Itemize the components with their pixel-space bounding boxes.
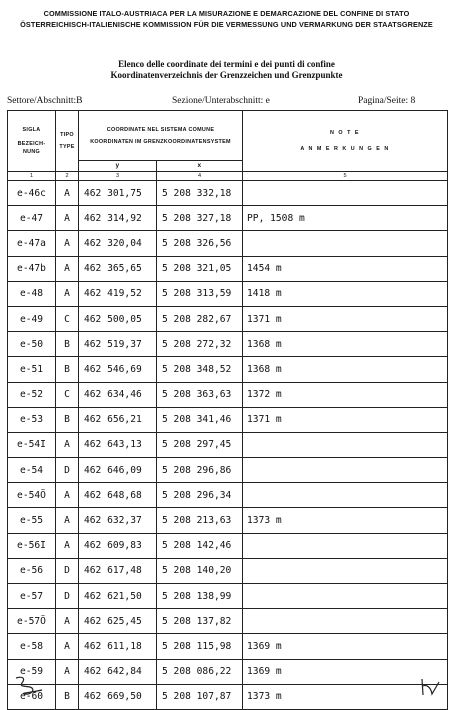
note-label: N O T E: [330, 130, 360, 136]
note-cell: [243, 231, 448, 256]
handwritten-initial-left: [12, 674, 48, 698]
bezeichnung-label-cont: NUNG: [22, 149, 41, 155]
x-coordinate-cell: 5 208 313,59: [157, 281, 243, 306]
x-coordinate-cell: 5 208 341,46: [157, 407, 243, 432]
table-row: [8, 281, 448, 306]
x-coordinate-cell: 5 208 138,99: [157, 584, 243, 609]
table-row: [8, 382, 448, 407]
point-type-cell: D: [56, 458, 79, 483]
y-coordinate-cell: 462 632,37: [79, 508, 157, 533]
table-row: [8, 483, 448, 508]
commission-title-italian: COMMISSIONE ITALO-AUSTRIACA PER LA MISURAZIONE E DEMARCAZIONE DEL CONFINE DI STATO: [43, 9, 410, 18]
table-row: [8, 306, 448, 331]
note-cell: 1454 m: [243, 256, 448, 281]
note-cell: [243, 533, 448, 558]
point-type-cell: A: [56, 659, 79, 684]
table-row: [8, 206, 448, 231]
column-header-notes: [243, 111, 448, 172]
note-cell: 1371 m: [243, 306, 448, 331]
point-id-cell: e-56: [8, 558, 56, 583]
point-id-cell: e-49: [8, 306, 56, 331]
note-cell: [243, 558, 448, 583]
y-coordinate-cell: 462 500,05: [79, 306, 157, 331]
y-coordinate-cell: 462 634,46: [79, 382, 157, 407]
x-coordinate-cell: 5 208 297,45: [157, 432, 243, 457]
y-coordinate-cell: 462 546,69: [79, 357, 157, 382]
x-coordinate-cell: 5 208 363,63: [157, 382, 243, 407]
point-id-cell: e-55: [8, 508, 56, 533]
y-coordinate-cell: 462 314,92: [79, 206, 157, 231]
x-coordinate-cell: 5 208 296,86: [157, 458, 243, 483]
note-cell: PP, 1508 m: [243, 206, 448, 231]
column-number-1: 1: [8, 172, 56, 181]
note-cell: 1371 m: [243, 407, 448, 432]
point-id-cell: e-47a: [8, 231, 56, 256]
y-coordinate-cell: 462 611,18: [79, 634, 157, 659]
point-id-cell: e-57: [8, 584, 56, 609]
x-coordinate-cell: 5 208 272,32: [157, 332, 243, 357]
table-row: [8, 256, 448, 281]
x-coordinate-cell: 5 208 140,20: [157, 558, 243, 583]
point-id-cell: e-50: [8, 332, 56, 357]
y-axis-header: y: [79, 161, 157, 172]
document-subtitle-german: Koordinatenverzeichnis der Grenzzeichen und Grenzpunkte: [110, 70, 343, 80]
document-subtitle-italian: Elenco delle coordinate dei termini e dei punti di confine: [118, 59, 335, 69]
point-id-cell: e-53: [8, 407, 56, 432]
bezeichnung-label: BEZEICH-: [17, 141, 46, 147]
y-coordinate-cell: 462 648,68: [79, 483, 157, 508]
note-cell: 1372 m: [243, 382, 448, 407]
y-coordinate-cell: 462 617,48: [79, 558, 157, 583]
point-id-cell: e-47b: [8, 256, 56, 281]
point-type-cell: A: [56, 281, 79, 306]
point-type-cell: A: [56, 508, 79, 533]
x-coordinate-cell: 5 208 086,22: [157, 659, 243, 684]
x-coordinate-cell: 5 208 115,98: [157, 634, 243, 659]
point-id-cell: e-47: [8, 206, 56, 231]
table-row: [8, 407, 448, 432]
table-row: [8, 181, 448, 206]
table-row: [8, 584, 448, 609]
point-type-cell: B: [56, 407, 79, 432]
tipo-label: TIPO: [60, 132, 74, 138]
sector-label: Settore/Abschnitt:B: [7, 96, 83, 106]
column-header-tipo: [56, 111, 79, 172]
note-cell: [243, 181, 448, 206]
point-id-cell: e-48: [8, 281, 56, 306]
point-id-cell: e-58: [8, 634, 56, 659]
table-row: [8, 684, 448, 709]
point-id-cell: e-54: [8, 458, 56, 483]
y-coordinate-cell: 462 643,13: [79, 432, 157, 457]
page-number: Pagina/Seite: 8: [358, 96, 416, 106]
subsection-label: Sezione/Unterabschnitt: e: [172, 96, 270, 106]
point-type-cell: A: [56, 634, 79, 659]
x-coordinate-cell: 5 208 137,82: [157, 609, 243, 634]
y-coordinate-cell: 462 646,09: [79, 458, 157, 483]
point-type-cell: B: [56, 357, 79, 382]
x-coordinate-cell: 5 208 282,67: [157, 306, 243, 331]
column-number-5: 5: [243, 172, 448, 181]
point-type-cell: A: [56, 181, 79, 206]
y-coordinate-cell: 462 656,21: [79, 407, 157, 432]
y-coordinate-cell: 462 365,65: [79, 256, 157, 281]
sigla-label: SIGLA: [22, 127, 41, 133]
y-coordinate-cell: 462 625,45: [79, 609, 157, 634]
handwritten-initial-right: [417, 676, 447, 698]
table-row: [8, 231, 448, 256]
y-coordinate-cell: 462 669,50: [79, 684, 157, 709]
table-row: [8, 332, 448, 357]
y-coordinate-cell: 462 320,04: [79, 231, 157, 256]
note-cell: [243, 609, 448, 634]
x-coordinate-cell: 5 208 213,63: [157, 508, 243, 533]
point-type-cell: A: [56, 533, 79, 558]
table-row: [8, 458, 448, 483]
anmerkungen-label: A N M E R K U N G E N: [300, 146, 390, 152]
table-row: [8, 432, 448, 457]
y-coordinate-cell: 462 642,84: [79, 659, 157, 684]
note-cell: [243, 584, 448, 609]
point-type-cell: A: [56, 483, 79, 508]
note-cell: [243, 458, 448, 483]
commission-title-german: ÖSTERREICHISCH-ITALIENISCHE KOMMISSION FÜR DIE VERMESSUNG UND VERMARKUNG DER STAATSGRENZE: [20, 20, 433, 29]
point-id-cell: e-54I: [8, 432, 56, 457]
point-id-cell: e-51: [8, 357, 56, 382]
note-cell: 1373 m: [243, 508, 448, 533]
x-coordinate-cell: 5 208 321,05: [157, 256, 243, 281]
point-type-cell: B: [56, 332, 79, 357]
table-row: [8, 558, 448, 583]
table-row: [8, 609, 448, 634]
note-cell: 1369 m: [243, 634, 448, 659]
column-number-2: 2: [56, 172, 79, 181]
x-coordinate-cell: 5 208 348,52: [157, 357, 243, 382]
y-coordinate-cell: 462 519,37: [79, 332, 157, 357]
note-cell: [243, 483, 448, 508]
column-number-3: 3: [79, 172, 157, 181]
note-cell: 1418 m: [243, 281, 448, 306]
table-row: [8, 634, 448, 659]
note-cell: 1368 m: [243, 357, 448, 382]
coordinates-label-italian: COORDINATE NEL SISTEMA COMUNE: [106, 126, 215, 133]
note-cell: 1373 m: [243, 684, 448, 709]
point-type-cell: A: [56, 609, 79, 634]
coordinates-label-german: KOORDINATEN IM GRENZKOORDINATENSYSTEM: [90, 138, 231, 145]
table-row: [8, 508, 448, 533]
note-cell: 1369 m: [243, 659, 448, 684]
point-type-cell: D: [56, 558, 79, 583]
point-type-cell: B: [56, 684, 79, 709]
x-axis-header: x: [157, 161, 243, 172]
note-cell: [243, 432, 448, 457]
y-coordinate-cell: 462 621,50: [79, 584, 157, 609]
x-coordinate-cell: 5 208 326,56: [157, 231, 243, 256]
coordinates-table: [7, 110, 448, 710]
x-coordinate-cell: 5 208 296,34: [157, 483, 243, 508]
point-type-cell: A: [56, 432, 79, 457]
x-coordinate-cell: 5 208 327,18: [157, 206, 243, 231]
x-coordinate-cell: 5 208 332,18: [157, 181, 243, 206]
point-type-cell: A: [56, 206, 79, 231]
column-number-4: 4: [157, 172, 243, 181]
table-row: [8, 357, 448, 382]
point-type-cell: C: [56, 306, 79, 331]
point-id-cell: e-54Ö: [8, 483, 56, 508]
point-id-cell: e-57Ö: [8, 609, 56, 634]
x-coordinate-cell: 5 208 142,46: [157, 533, 243, 558]
column-header-sigla: [8, 111, 56, 172]
point-id-cell: e-59: [8, 659, 56, 684]
point-type-cell: A: [56, 231, 79, 256]
y-coordinate-cell: 462 301,75: [79, 181, 157, 206]
type-label: TYPE: [59, 144, 75, 150]
y-coordinate-cell: 462 609,83: [79, 533, 157, 558]
point-type-cell: C: [56, 382, 79, 407]
point-id-cell: e-52: [8, 382, 56, 407]
point-type-cell: A: [56, 256, 79, 281]
point-type-cell: D: [56, 584, 79, 609]
table-row: [8, 659, 448, 684]
point-id-cell: e-60: [8, 684, 56, 709]
x-coordinate-cell: 5 208 107,87: [157, 684, 243, 709]
column-header-coordinates: [79, 111, 243, 161]
point-id-cell: e-46c: [8, 181, 56, 206]
table-row: [8, 533, 448, 558]
y-coordinate-cell: 462 419,52: [79, 281, 157, 306]
note-cell: 1368 m: [243, 332, 448, 357]
point-id-cell: e-56I: [8, 533, 56, 558]
